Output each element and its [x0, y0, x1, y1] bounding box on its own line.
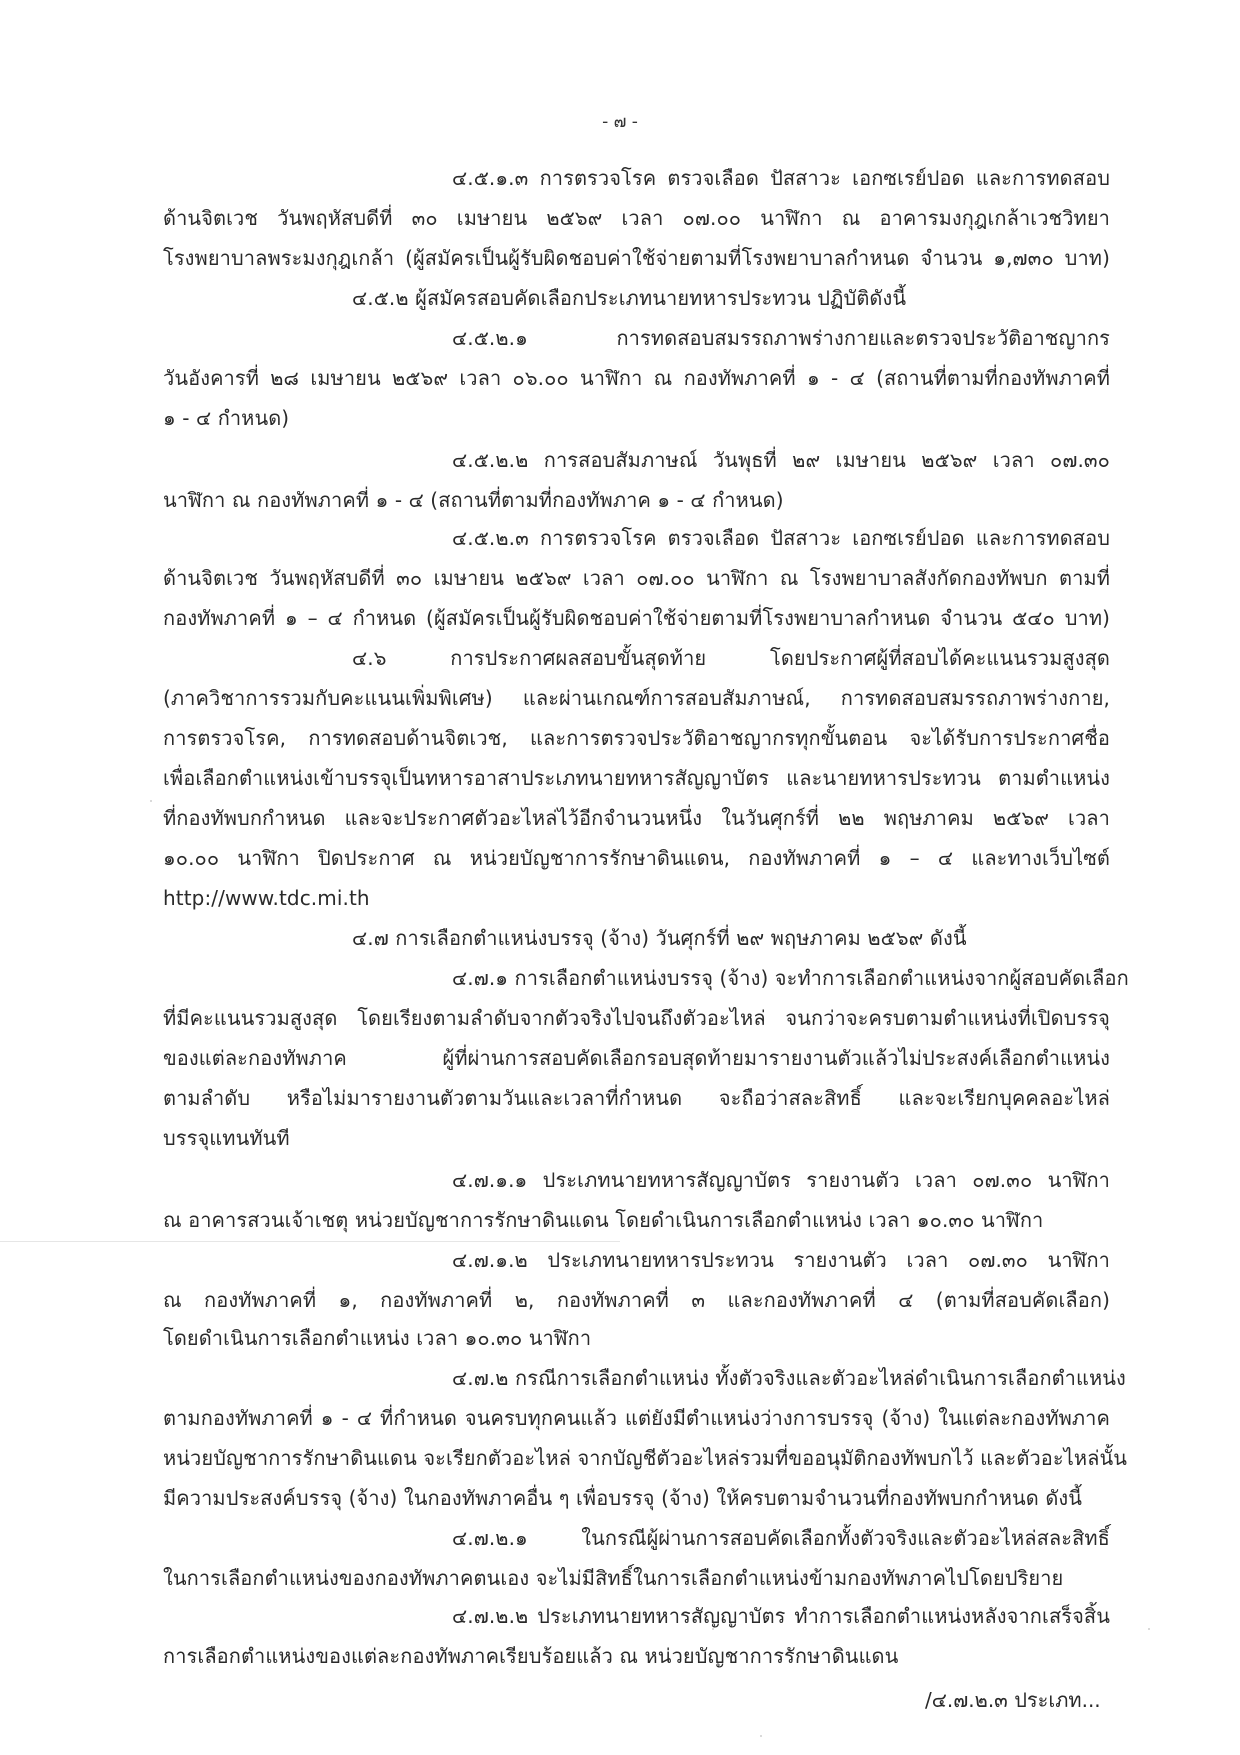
scan-speck	[1148, 1628, 1150, 1630]
text-line: วันอังคารที่ ๒๘ เมษายน ๒๕๖๙ เวลา ๐๖.๐๐ นาฬิกา ณ กองทัพภาคที่ ๑ - ๔ (สถานที่ตามที่กองทัพภาคที่	[163, 366, 1110, 390]
text-line-section-4-7-1-1: ๔.๗.๑.๑ ประเภทนายทหารสัญญาบัตร รายงานตัว เวลา ๐๗.๓๐ นาฬิกา	[452, 1168, 1110, 1192]
scan-artifact-line	[0, 1241, 620, 1242]
text-line: ตามกองทัพภาคที่ ๑ - ๔ ที่กำหนด จนครบทุกคนแล้ว แต่ยังมีตำแหน่งว่างการบรรจุ (จ้าง) ในแต่ละกองทัพภาค	[163, 1406, 1110, 1430]
text-line: หน่วยบัญชาการรักษาดินแดน จะเรียกตัวอะไหล่ จากบัญชีตัวอะไหล่รวมที่ขออนุมัติกองทัพบกไว้ และตัวอะไหล่นั้น	[163, 1446, 1128, 1470]
text-line: การตรวจโรค, การทดสอบด้านจิตเวช, และการตรวจประวัติอาชญากรทุกขั้นตอน จะได้รับการประกาศชื่อ	[163, 726, 1110, 750]
text-line: โรงพยาบาลพระมงกุฎเกล้า (ผู้สมัครเป็นผู้รับผิดชอบค่าใช้จ่ายตามที่โรงพยาบาลกำหนด จำนวน ๑,๗๓๐ บาท)	[163, 246, 1110, 270]
text-line: โดยดำเนินการเลือกตำแหน่ง เวลา ๑๐.๓๐ นาฬิกา	[163, 1326, 592, 1350]
text-line: ด้านจิตเวช วันพฤหัสบดีที่ ๓๐ เมษายน ๒๕๖๙ เวลา ๐๗.๐๐ นาฬิกา ณ อาคารมงกุฎเกล้าเวชวิทยา	[163, 206, 1110, 230]
page-number: - ๗ -	[602, 112, 638, 132]
text-line: ด้านจิตเวช วันพฤหัสบดีที่ ๓๐ เมษายน ๒๕๖๙ เวลา ๐๗.๐๐ นาฬิกา ณ โรงพยาบาลสังกัดกองทัพบก ตามที่	[163, 566, 1110, 590]
text-line: ณ อาคารสวนเจ้าเชตุ หน่วยบัญชาการรักษาดินแดน โดยดำเนินการเลือกตำแหน่ง เวลา ๑๐.๓๐ นาฬิกา	[163, 1208, 1044, 1232]
text-line: (ภาควิชาการรวมกับคะแนนเพิ่มพิเศษ) และผ่านเกณฑ์การสอบสัมภาษณ์, การทดสอบสมรรถภาพร่างกาย,	[163, 686, 1110, 710]
text-line-section-4-7-2-1: ๔.๗.๒.๑ ในกรณีผู้ผ่านการสอบคัดเลือกทั้งตัวจริงและตัวอะไหล่สละสิทธิ์	[452, 1526, 1110, 1550]
text-line: การเลือกตำแหน่งของแต่ละกองทัพภาคเรียบร้อยแล้ว ณ หน่วยบัญชาการรักษาดินแดน	[163, 1644, 899, 1668]
text-line-section-4-5-2-1: ๔.๕.๒.๑ การทดสอบสมรรถภาพร่างกายและตรวจประวัติอาชญากร	[452, 326, 1110, 350]
text-line-section-4-5-1-3: ๔.๕.๑.๓ การตรวจโรค ตรวจเลือด ปัสสาวะ เอกซเรย์ปอด และการทดสอบ	[452, 166, 1110, 190]
text-line-section-4-7-2-2: ๔.๗.๒.๒ ประเภทนายทหารสัญญาบัตร ทำการเลือกตำแหน่งหลังจากเสร็จสิ้น	[452, 1604, 1110, 1628]
text-line-section-4-5-2: ๔.๕.๒ ผู้สมัครสอบคัดเลือกประเภทนายทหารประทวน ปฏิบัติดังนี้	[352, 286, 907, 310]
text-line: นาฬิกา ณ กองทัพภาคที่ ๑ - ๔ (สถานที่ตามที่กองทัพภาค ๑ - ๔ กำหนด)	[163, 488, 784, 512]
text-line-section-4-7-2: ๔.๗.๒ กรณีการเลือกตำแหน่ง ทั้งตัวจริงและตัวอะไหล่ดำเนินการเลือกตำแหน่ง	[452, 1366, 1126, 1390]
text-line: มีความประสงค์บรรจุ (จ้าง) ในกองทัพภาคอื่น ๆ เพื่อบรรจุ (จ้าง) ให้ครบตามจำนวนที่กองทัพบกกำหนด ดังนี้	[163, 1486, 1083, 1510]
text-line: ที่กองทัพบกกำหนด และจะประกาศตัวอะไหล่ไว้อีกจำนวนหนึ่ง ในวันศุกร์ที่ ๒๒ พฤษภาคม ๒๕๖๙ เวลา	[163, 806, 1110, 830]
text-line: กองทัพภาคที่ ๑ – ๔ กำหนด (ผู้สมัครเป็นผู้รับผิดชอบค่าใช้จ่ายตามที่โรงพยาบาลกำหนด จำนวน ๕๔๐ บาท)	[163, 606, 1110, 630]
text-line: ในการเลือกตำแหน่งของกองทัพภาคตนเอง จะไม่มีสิทธิ์ในการเลือกตำแหน่งข้ามกองทัพภาคไปโดยปริยาย	[163, 1566, 1064, 1590]
text-line: เพื่อเลือกตำแหน่งเข้าบรรจุเป็นทหารอาสาประเภทนายทหารสัญญาบัตร และนายทหารประทวน ตามตำแหน่ง	[163, 766, 1110, 790]
text-line: ตามลำดับ หรือไม่มารายงานตัวตามวันและเวลาที่กำหนด จะถือว่าสละสิทธิ์ และจะเรียกบุคคลอะไหล่	[163, 1086, 1110, 1110]
text-line-section-4-5-2-3: ๔.๕.๒.๓ การตรวจโรค ตรวจเลือด ปัสสาวะ เอกซเรย์ปอด และการทดสอบ	[452, 526, 1110, 550]
text-line: ณ กองทัพภาคที่ ๑, กองทัพภาคที่ ๒, กองทัพภาคที่ ๓ และกองทัพภาคที่ ๔ (ตามที่สอบคัดเลือก)	[163, 1288, 1110, 1312]
text-line-section-4-5-2-2: ๔.๕.๒.๒ การสอบสัมภาษณ์ วันพุธที่ ๒๙ เมษายน ๒๕๖๙ เวลา ๐๗.๓๐	[452, 448, 1110, 472]
text-line: ๑๐.๐๐ นาฬิกา ปิดประกาศ ณ หน่วยบัญชาการรักษาดินแดน, กองทัพภาคที่ ๑ – ๔ และทางเว็บไซต์	[163, 846, 1110, 870]
text-line-section-4-7: ๔.๗ การเลือกตำแหน่งบรรจุ (จ้าง) วันศุกร์ที่ ๒๙ พฤษภาคม ๒๕๖๙ ดังนี้	[352, 926, 967, 950]
scan-speck	[760, 1735, 762, 1737]
text-line: ที่มีคะแนนรวมสูงสุด โดยเรียงตามลำดับจากตัวจริงไปจนถึงตัวอะไหล่ จนกว่าจะครบตามตำแหน่งที่เปิดบรรจุ	[163, 1006, 1110, 1030]
text-line-section-4-6: ๔.๖ การประกาศผลสอบขั้นสุดท้าย โดยประกาศผู้ที่สอบได้คะแนนรวมสูงสุด	[352, 646, 1110, 670]
text-line: บรรจุแทนทันที	[163, 1126, 290, 1150]
text-line-section-4-7-1-2: ๔.๗.๑.๒ ประเภทนายทหารประทวน รายงานตัว เวลา ๐๗.๓๐ นาฬิกา	[452, 1248, 1110, 1272]
scan-speck	[712, 1628, 714, 1630]
website-link[interactable]: http://www.tdc.mi.th	[163, 886, 370, 910]
text-line: ๑ - ๔ กำหนด)	[163, 406, 290, 430]
text-line-section-4-7-1: ๔.๗.๑ การเลือกตำแหน่งบรรจุ (จ้าง) จะทำการเลือกตำแหน่งจากผู้สอบคัดเลือก	[452, 966, 1129, 990]
scan-speck	[150, 800, 152, 802]
text-line: ของแต่ละกองทัพภาค ผู้ที่ผ่านการสอบคัดเลือกรอบสุดท้ายมารายงานตัวแล้วไม่ประสงค์เลือกตำแหน่ง	[163, 1046, 1110, 1070]
continuation-marker: /๔.๗.๒.๓ ประเภท...	[925, 1688, 1101, 1712]
